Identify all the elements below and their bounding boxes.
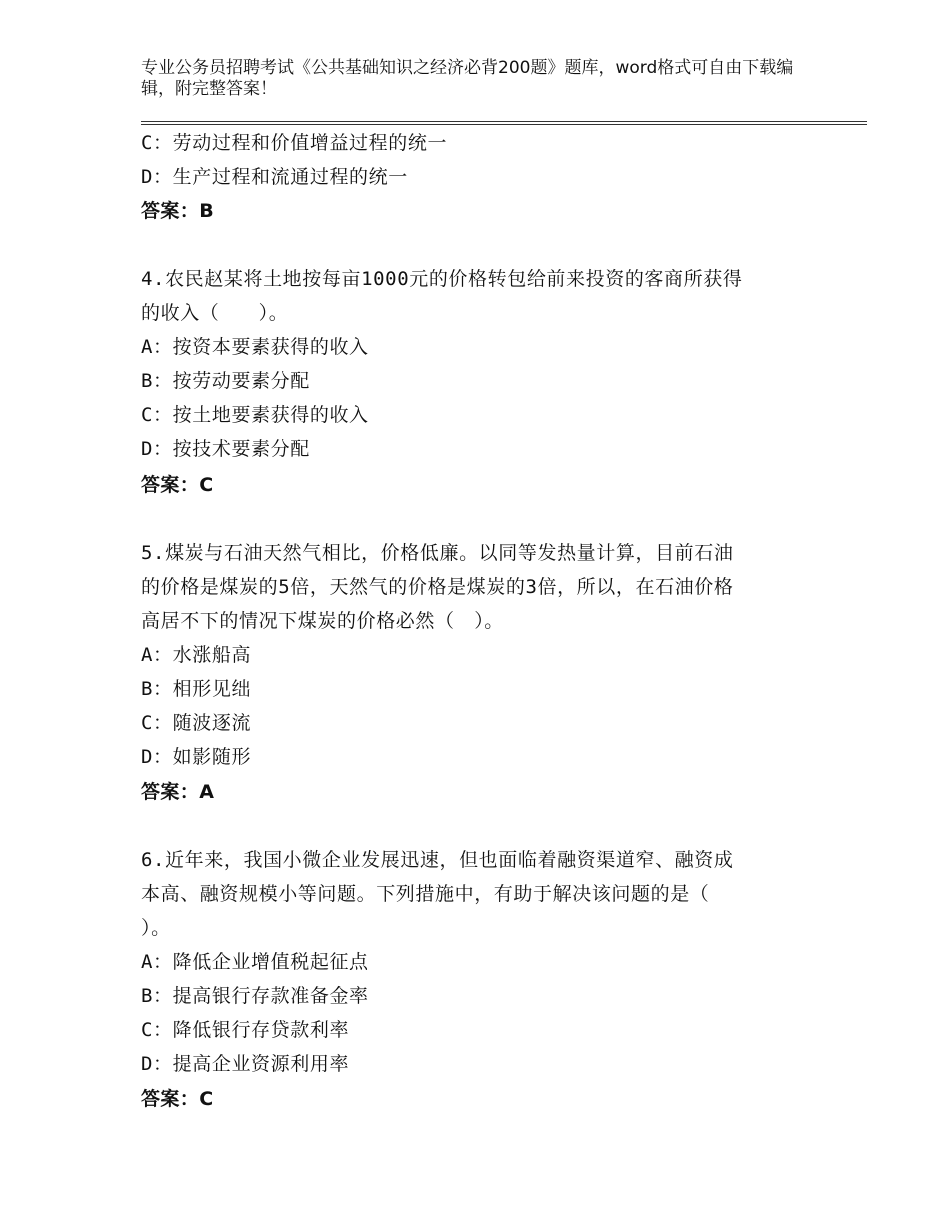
q6-option-d: D：提高企业资源利用率 (141, 1053, 350, 1075)
header-divider-bottom (141, 124, 867, 125)
q5-option-d: D：如影随形 (141, 746, 252, 768)
q5-option-c: C：随波逐流 (141, 712, 252, 734)
q4-option-d: D：按技术要素分配 (141, 438, 310, 460)
q6-option-a: A：降低企业增值税起征点 (141, 951, 369, 973)
q3-answer: 答案：B (141, 200, 215, 222)
q6-stem-line-2: 本高、融资规模小等问题。下列措施中，有助于解决该问题的是（ (141, 883, 710, 905)
header-divider-top (141, 121, 867, 122)
q6-option-c: C：降低银行存贷款利率 (141, 1019, 350, 1041)
q5-stem-line-2: 的价格是煤炭的5倍，天然气的价格是煤炭的3倍，所以，在石油价格 (141, 576, 734, 598)
q5-stem-line-3: 高居不下的情况下煤炭的价格必然（ ）。 (141, 610, 504, 632)
q3-option-c: C：劳动过程和价值增益过程的统一 (141, 132, 448, 154)
q3-option-d: D：生产过程和流通过程的统一 (141, 166, 408, 188)
q4-option-b: B：按劳动要素分配 (141, 370, 310, 392)
q4-option-a: A：按资本要素获得的收入 (141, 336, 369, 358)
q5-stem-line-1: 5.煤炭与石油天然气相比，价格低廉。以同等发热量计算，目前石油 (141, 542, 734, 564)
q5-option-b: B：相形见绌 (141, 678, 252, 700)
q5-answer: 答案：A (141, 781, 215, 803)
q6-stem-line-1: 6.近年来，我国小微企业发展迅速，但也面临着融资渠道窄、融资成 (141, 849, 734, 871)
page-header: 专业公务员招聘考试《公共基础知识之经济必背200题》题库，word格式可自由下载编辑，附完整答案！ (141, 58, 794, 99)
q6-option-b: B：提高银行存款准备金率 (141, 985, 369, 1007)
q4-stem-line-1: 4.农民赵某将土地按每亩1000元的价格转包给前来投资的客商所获得 (141, 268, 743, 290)
q6-answer: 答案：C (141, 1088, 214, 1110)
q4-stem-line-2: 的收入（ ）。 (141, 302, 289, 324)
q6-stem-line-3: ）。 (141, 917, 171, 939)
q5-option-a: A：水涨船高 (141, 644, 252, 666)
q4-answer: 答案：C (141, 474, 214, 496)
q4-option-c: C：按土地要素获得的收入 (141, 404, 369, 426)
